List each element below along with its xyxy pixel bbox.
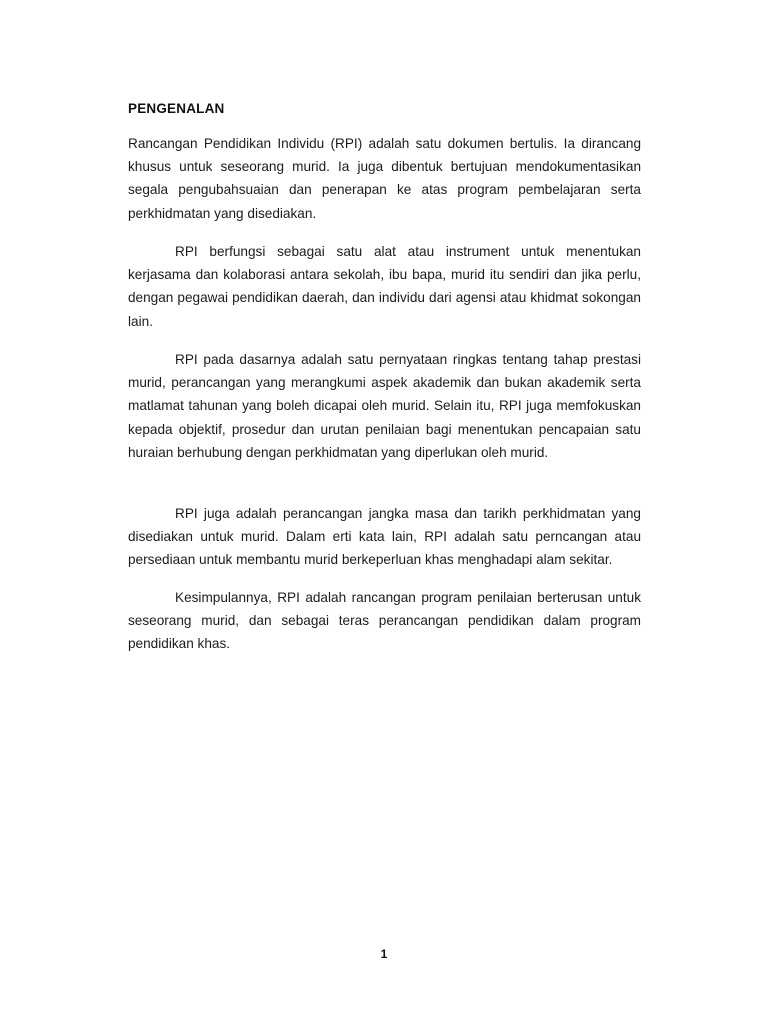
section-heading: PENGENALAN: [128, 101, 225, 116]
paragraph-function: RPI berfungsi sebagai satu alat atau instrument untuk menentukan kerjasama dan kolaborasi antara sekolah, ibu bapa, murid itu sendiri dan jika perlu, dengan pegawai pendidikan daerah, dan individu dari agensi atau khidmat sokongan lain.: [128, 244, 641, 329]
paragraph-planning: RPI juga adalah perancangan jangka masa dan tarikh perkhidmatan yang disediakan untuk murid. Dalam erti kata lain, RPI adalah satu perncangan atau persediaan untuk membantu murid berkeperluan khas menghadapi alam sekitar.: [128, 506, 641, 568]
paragraph-conclusion: Kesimpulannya, RPI adalah rancangan program penilaian berterusan untuk seseorang murid, dan sebagai teras perancangan pendidikan dalam program pendidikan khas.: [128, 590, 641, 652]
paragraph-statement: RPI pada dasarnya adalah satu pernyataan ringkas tentang tahap prestasi murid, perancangan yang merangkumi aspek akademik dan bukan akademik serta matlamat tahunan yang boleh dicapai oleh murid. Selain itu, RPI juga memfokuskan kepada objektif, prosedur dan urutan penilaian bagi menentukan pencapaian satu huraian berhubung dengan perkhidmatan yang diperlukan oleh murid.: [128, 352, 641, 460]
page-number: 1: [380, 947, 388, 961]
paragraph-intro: Rancangan Pendidikan Individu (RPI) adalah satu dokumen bertulis. Ia dirancang khusus untuk seseorang murid. Ia juga dibentuk bertujuan mendokumentasikan segala pengubahsuaian dan penerapan ke atas program pembelajaran serta perkhidmatan yang disediakan.: [128, 136, 641, 221]
